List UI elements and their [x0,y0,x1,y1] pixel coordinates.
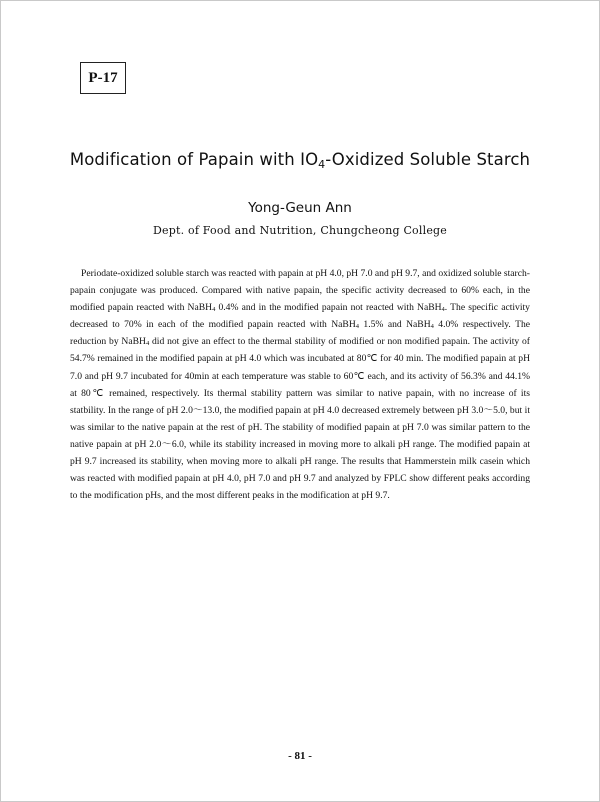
paper-title [0,150,600,171]
abstract-text-2: 0.4% and in the modified papain not reacted with NaBH [215,302,442,314]
abstract-subscript: 4 [355,323,359,331]
page-number: - 81 - [288,750,312,762]
title-subscript: 4 [318,158,326,171]
poster-id-box [80,62,126,94]
abstract-text-1: Periodate-oxidized soluble starch was reacted with papain at pH 4.0, pH 7.0 and pH 9.7, and oxidized soluble starch-papain conjugate was produced. Compared with native papain, the specific activity decreased to 60% each, in the modified papain reacted with NaBH [70,268,530,314]
title-part-2: -Oxidized Soluble Starch [325,150,531,169]
abstract-subscript: 4 [212,306,216,314]
title-part-1: Modification of Papain with IO [69,150,319,169]
abstract-subscript: 4 [430,323,434,331]
abstract-subscript: 4 [145,340,150,348]
abstract-text-6: did not give an effect to the thermal stability of modified or non modified papain. The activity of 54.7% remained in the modified papain at pH 4.0 which was incubated at 80℃ for 40 min. The modified papain at pH 7.0 and pH 9.7 incubated for 40min at each temperature was stable to 60℃ each, and its activity of 56.3% and 44.1% at 80℃ remained, respectively. Its thermal stability pattern was similar to native papain, with no increase of its statbility. In the range of pH 2.0～13.0, the modified papain at pH 4.0 decreased extremely between pH 3.0～5.0, but it was similar to the native papain at the rest of pH. The stability of modified papain at pH 7.0 was similar pattern to the native papain at pH 2.0～6.0, while its stability increased in moving more to alkali pH range. The modified papain at pH 9.7 increased its stability, when moving more to alkali pH range. The results that Hammerstein milk casein which was reacted with modified papain at pH 4.0, pH 7.0 and pH 9.7 and analyzed by FPLC show different peaks according to the modification pHs, and the most different peaks in the modification at pH 9.7. [70,336,530,502]
poster-id: P-17 [88,69,118,86]
abstract-body [70,265,530,504]
author-affiliation: Dept. of Food and Nutrition, Chungcheong College [153,224,447,237]
abstract-text-5: 4.0% respectively. The reduction by NaBH [70,319,530,348]
abstract-subscript: 4 [441,306,445,314]
author-name: Yong-Geun Ann [248,200,352,216]
abstract-text-4: 1.5% and NaBH [359,319,431,331]
abstract-text-3: . The specific activity decreased to 70% in each of the modified papain reacted with NaBH [70,302,530,331]
